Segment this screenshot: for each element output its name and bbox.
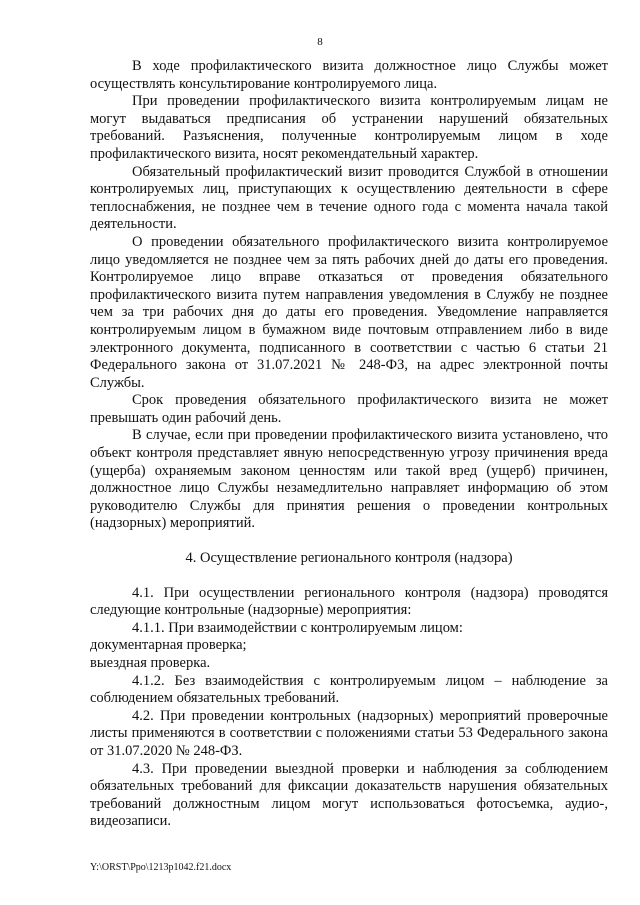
paragraph: О проведении обязательного профилактического визита контролируемое лицо уведомляется не позднее чем за пять рабочих дней до даты его проведения. Контролируемое лицо вправе отказаться от проведения обязательного профилактического визита путем направления уведомления в Службу не позднее чем за три рабочих дня до даты его проведения. Уведомление направляется контролируемым лицом в бумажном виде почтовым отправлением либо в виде электронного документа, подписанного в соответствии с частью 6 статьи 21 Федерального закона от 31.07.2021 № 248-ФЗ, на адрес электронной почты Службы. [90,233,608,391]
paragraph: 4.3. При проведении выездной проверки и наблюдения за соблюдением обязательных требований для фиксации доказательств нарушения обязательных требований должностным лицом могут использоваться фотосъемка, аудио-, видеозаписи. [90,760,608,830]
page-number: 8 [317,36,323,48]
list-item: документарная проверка; [90,637,247,654]
paragraph: 4.2. При проведении контрольных (надзорных) мероприятий проверочные листы применяются в соответствии с положениями статьи 53 Федерального закона от 31.07.2020 № 248-ФЗ. [90,707,608,759]
page-content [90,58,608,831]
spacer [90,533,608,550]
section-heading: 4. Осуществление регионального контроля (надзора) [185,550,513,567]
paragraph: 4.1.2. Без взаимодействия с контролируемым лицом – наблюдение за соблюдением обязательных требований. [90,672,608,707]
list-item: выездная проверка. [90,655,211,671]
spacer [90,568,608,585]
paragraph: 4.1.1. При взаимодействии с контролируемым лицом: [132,619,463,636]
paragraph: Обязательный профилактический визит проводится Службой в отношении контролируемых лиц, приступающих к осуществлению деятельности в сфере теплоснабжения, не позднее чем в течение одного года с момента начала такой деятельности. [90,163,608,233]
paragraph: Срок проведения обязательного профилактического визита не может превышать один рабочий день. [90,392,608,426]
paragraph: 4.1. При осуществлении регионального контроля (надзора) проводятся следующие контрольные (надзорные) мероприятия: [90,584,608,619]
paragraph: В случае, если при проведении профилактического визита установлено, что объект контроля представляет явную непосредственную угрозу причинения вреда (ущерба) охраняемым законом ценностям или такой вред (ущерб) причинен, должностное лицо Службы незамедлительно направляет информацию об этом руководителю Службы для принятия решения о проведении контрольных (надзорных) мероприятий. [90,427,608,532]
paragraph: В ходе профилактического визита должностное лицо Службы может осуществлять консультирование контролируемого лица. [90,58,608,92]
footer-file-path: Y:\ORST\Ppo\1213p1042.f21.docx [90,862,232,873]
paragraph: При проведении профилактического визита контролируемым лицам не могут выдаваться предписания об устранении нарушений обязательных требований. Разъяснения, полученные контролируемым лицом в ходе профилактического визита, носят рекомендательный характер. [90,93,608,162]
